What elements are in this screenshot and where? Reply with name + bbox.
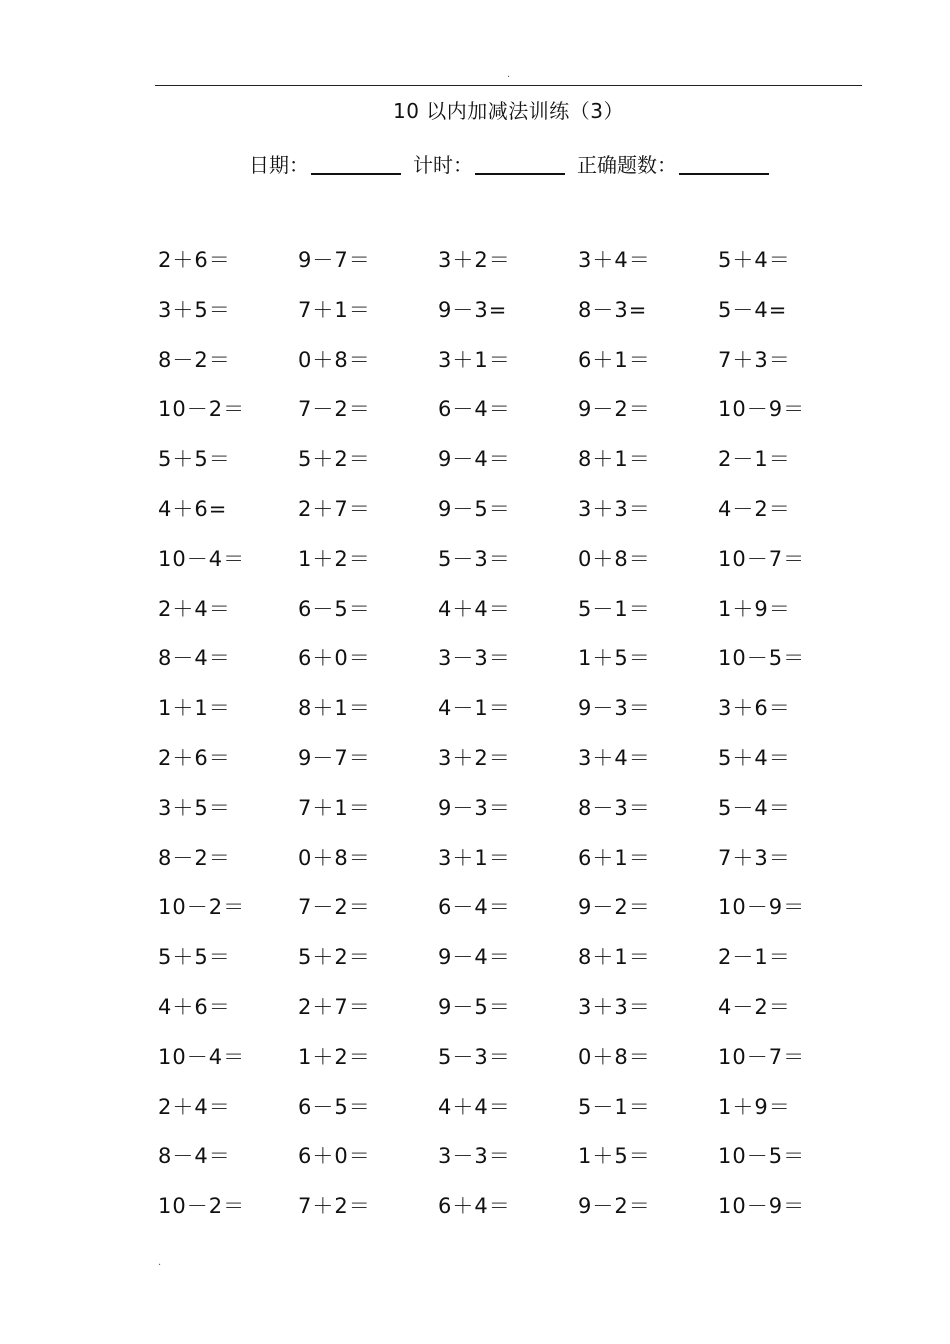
problem-item: 5＋2＝: [298, 447, 371, 472]
problem-item: 5－4＝: [718, 795, 791, 820]
problem-item: 5＋2＝: [298, 945, 371, 970]
problem-item: 7＋1＝: [298, 795, 371, 820]
problem-row: [158, 491, 858, 541]
problem-item: 8－4＝: [158, 646, 231, 671]
problem-item: 7＋1＝: [298, 297, 371, 322]
problem-item: 2－1＝: [718, 447, 791, 472]
date-label: 日期：: [249, 153, 309, 177]
problem-item: 3＋5＝: [158, 795, 231, 820]
timer-field: [413, 152, 565, 178]
problem-item: 10－2＝: [158, 895, 246, 920]
problem-item: 8＋1＝: [298, 696, 371, 721]
problem-item: 1＋5＝: [578, 1144, 651, 1169]
problem-item: 9－5＝: [438, 496, 511, 521]
correct-count-blank[interactable]: [679, 173, 769, 175]
problem-item: 10－7＝: [718, 546, 806, 571]
worksheet-title: 10 以内加减法训练（3）: [392, 99, 625, 123]
problem-item: 8＋1＝: [578, 447, 651, 472]
problem-item: 0＋8＝: [578, 1044, 651, 1069]
problem-item: 6＋1＝: [578, 347, 651, 372]
problem-item: 4－2＝: [718, 496, 791, 521]
problem-item: 3＋2＝: [438, 248, 511, 272]
problem-item: 10－9＝: [718, 397, 806, 422]
problem-item: 9－7＝: [298, 248, 371, 272]
problem-item: 10－7＝: [718, 1044, 806, 1069]
problem-item: 9－3=: [438, 297, 508, 322]
problem-item: 6－4＝: [438, 397, 511, 422]
problem-item: 1＋1＝: [158, 696, 231, 721]
problem-row: [158, 292, 858, 342]
problem-item: 8－4＝: [158, 1144, 231, 1169]
problem-item: 4＋4＝: [438, 596, 511, 621]
timer-blank[interactable]: [475, 173, 565, 175]
problem-row: [158, 1089, 858, 1139]
problem-item: 2＋4＝: [158, 596, 231, 621]
problem-row: [158, 989, 858, 1039]
problem-item: 10－4＝: [158, 1044, 246, 1069]
problem-row: [158, 889, 858, 939]
problem-item: 3－3＝: [438, 646, 511, 671]
problem-item: 6－4＝: [438, 895, 511, 920]
problem-item: 7＋3＝: [718, 845, 791, 870]
problem-row: [158, 242, 858, 292]
problem-item: 5－1＝: [578, 1094, 651, 1119]
problem-row: [158, 1039, 858, 1089]
problem-item: 2－1＝: [718, 945, 791, 970]
info-row: [249, 148, 781, 178]
problem-item: 5－1＝: [578, 596, 651, 621]
problem-item: 6－5＝: [298, 1094, 371, 1119]
problem-item: 6＋0＝: [298, 1144, 371, 1169]
problem-item: 3＋3＝: [578, 496, 651, 521]
problem-row: [158, 1138, 858, 1188]
problem-row: [158, 541, 858, 591]
problem-item: 9－2＝: [578, 1194, 651, 1219]
problem-item: 3＋1＝: [438, 347, 511, 372]
problem-row: [158, 740, 858, 790]
problem-item: 3＋2＝: [438, 745, 511, 770]
problem-row: [158, 1188, 858, 1238]
correct-count-label: 正确题数：: [577, 153, 677, 177]
problem-item: 4－2＝: [718, 994, 791, 1019]
problem-item: 5＋5＝: [158, 447, 231, 472]
problem-item: 8－3=: [578, 297, 648, 322]
problem-item: 4＋4＝: [438, 1094, 511, 1119]
problem-item: 7＋3＝: [718, 347, 791, 372]
problem-item: 2＋6＝: [158, 248, 231, 272]
problem-item: 0＋8＝: [298, 347, 371, 372]
problem-item: 1＋2＝: [298, 546, 371, 571]
problem-row: [158, 690, 858, 740]
problem-item: 9－4＝: [438, 447, 511, 472]
problem-item: 6－5＝: [298, 596, 371, 621]
problem-item: 8－3＝: [578, 795, 651, 820]
problem-item: 5＋4＝: [718, 248, 791, 272]
header-rule: [155, 85, 862, 86]
problem-item: 5＋5＝: [158, 945, 231, 970]
problem-row: [158, 939, 858, 989]
problem-row: [158, 790, 858, 840]
problem-item: 3＋6＝: [718, 696, 791, 721]
problem-item: 3＋4＝: [578, 248, 651, 272]
problem-item: 9－2＝: [578, 895, 651, 920]
problem-item: 9－3＝: [578, 696, 651, 721]
problem-item: 3＋3＝: [578, 994, 651, 1019]
problem-item: 4＋6=: [158, 496, 228, 521]
problem-row: [158, 342, 858, 392]
problem-item: 5＋4＝: [718, 745, 791, 770]
problem-item: 1＋9＝: [718, 596, 791, 621]
problem-row: [158, 391, 858, 441]
date-field: [249, 152, 401, 178]
timer-label: 计时：: [413, 153, 473, 177]
problem-item: 6＋1＝: [578, 845, 651, 870]
problem-item: 10－5＝: [718, 1144, 806, 1169]
problem-item: 1＋9＝: [718, 1094, 791, 1119]
problem-item: 2＋4＝: [158, 1094, 231, 1119]
problem-row: [158, 640, 858, 690]
problem-item: 2＋6＝: [158, 745, 231, 770]
problem-item: 5－3＝: [438, 1044, 511, 1069]
problem-item: 9－5＝: [438, 994, 511, 1019]
header-dot-mark: .: [507, 69, 511, 80]
problem-item: 9－4＝: [438, 945, 511, 970]
problem-item: 10－5＝: [718, 646, 806, 671]
problem-item: 3＋4＝: [578, 745, 651, 770]
problem-item: 7－2＝: [298, 397, 371, 422]
problem-item: 10－9＝: [718, 1194, 806, 1219]
problem-item: 4＋6＝: [158, 994, 231, 1019]
problem-item: 2＋7＝: [298, 994, 371, 1019]
problem-row: [158, 591, 858, 641]
problem-item: 10－2＝: [158, 397, 246, 422]
problem-row: [158, 441, 858, 491]
problem-item: 8－2＝: [158, 845, 231, 870]
problem-item: 0＋8＝: [298, 845, 371, 870]
problem-item: 9－7＝: [298, 745, 371, 770]
date-blank[interactable]: [311, 173, 401, 175]
problem-item: 9－3＝: [438, 795, 511, 820]
problem-item: 5－4=: [718, 297, 788, 322]
problem-item: 1＋2＝: [298, 1044, 371, 1069]
problem-item: 10－9＝: [718, 895, 806, 920]
problem-item: 3＋1＝: [438, 845, 511, 870]
problem-item: 10－2＝: [158, 1194, 246, 1219]
problem-item: 4－1＝: [438, 696, 511, 721]
problem-item: 3＋5＝: [158, 297, 231, 322]
footer-dot-mark: .: [158, 1257, 162, 1268]
problem-item: 6＋4＝: [438, 1194, 511, 1219]
problem-item: 7－2＝: [298, 895, 371, 920]
correct-count-field: [577, 152, 769, 178]
problem-item: 3－3＝: [438, 1144, 511, 1169]
problem-item: 0＋8＝: [578, 546, 651, 571]
problem-item: 6＋0＝: [298, 646, 371, 671]
problem-item: 1＋5＝: [578, 646, 651, 671]
problem-item: 2＋7＝: [298, 496, 371, 521]
problem-item: 8＋1＝: [578, 945, 651, 970]
problem-item: 8－2＝: [158, 347, 231, 372]
problem-row: [158, 840, 858, 890]
problem-item: 7＋2＝: [298, 1194, 371, 1219]
problem-item: 5－3＝: [438, 546, 511, 571]
problem-item: 10－4＝: [158, 546, 246, 571]
problem-item: 9－2＝: [578, 397, 651, 422]
problem-grid: [158, 242, 858, 1238]
